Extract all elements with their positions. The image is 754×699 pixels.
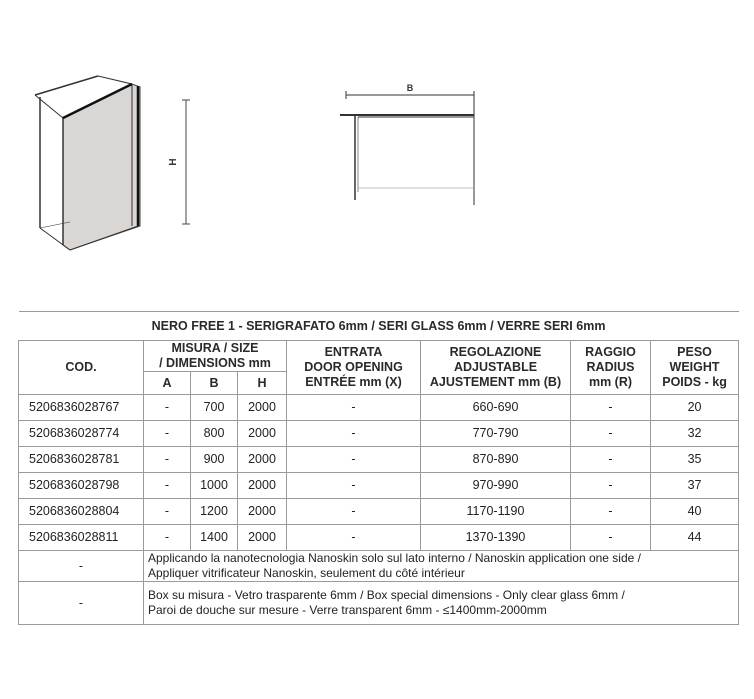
note-text — [144, 551, 739, 582]
note-row — [19, 582, 739, 625]
header-misura-line2: / DIMENSIONS mm — [159, 356, 271, 370]
cell-a: - — [144, 421, 191, 447]
cell-b: 1400 — [191, 525, 238, 551]
table-title: NERO FREE 1 - SERIGRAFATO 6mm / SERI GLASS 6mm / VERRE SERI 6mm — [19, 312, 739, 341]
table-row — [19, 395, 739, 421]
header-sub-b: B — [191, 372, 238, 395]
spec-table — [18, 311, 739, 625]
header-entrata-line2: DOOR OPENING — [304, 360, 403, 374]
header-raggio — [571, 341, 651, 395]
cell-h: 2000 — [238, 473, 287, 499]
cell-raggio: - — [571, 499, 651, 525]
cell-regolazione: 1170-1190 — [421, 499, 571, 525]
cell-raggio: - — [571, 421, 651, 447]
panel-3d-drawing — [35, 76, 140, 250]
product-drawing — [0, 0, 754, 300]
header-sub-h: H — [238, 372, 287, 395]
table-row — [19, 473, 739, 499]
cell-regolazione: 1370-1390 — [421, 525, 571, 551]
header-entrata-line3: ENTRÉE mm (X) — [305, 375, 402, 389]
cell-regolazione: 660-690 — [421, 395, 571, 421]
cell-b: 700 — [191, 395, 238, 421]
header-raggio-line1: RAGGIO — [585, 345, 636, 359]
header-peso-line1: PESO — [677, 345, 712, 359]
cell-raggio: - — [571, 473, 651, 499]
cell-entrata: - — [287, 395, 421, 421]
note-line1: Applicando la nanotecnologia Nanoskin solo sul lato interno / Nanoskin application one side / — [148, 551, 641, 565]
cell-a: - — [144, 525, 191, 551]
table-row — [19, 421, 739, 447]
cell-h: 2000 — [238, 395, 287, 421]
cell-peso: 20 — [651, 395, 739, 421]
header-entrata-line1: ENTRATA — [324, 345, 383, 359]
cell-entrata: - — [287, 421, 421, 447]
cell-peso: 40 — [651, 499, 739, 525]
header-regolazione-line3: AJUSTEMENT mm (B) — [429, 375, 562, 389]
note-dash: - — [19, 582, 144, 625]
cell-peso: 35 — [651, 447, 739, 473]
cell-entrata: - — [287, 447, 421, 473]
note-line1: Box su misura - Vetro trasparente 6mm / Box special dimensions - Only clear glass 6mm / — [148, 588, 625, 602]
header-peso — [651, 341, 739, 395]
cell-raggio: - — [571, 447, 651, 473]
height-label: H — [168, 158, 179, 166]
cell-code: 5206836028804 — [19, 499, 144, 525]
cell-b: 1000 — [191, 473, 238, 499]
header-raggio-line2: RADIUS — [586, 360, 635, 374]
note-line2: Appliquer vitrificateur Nanoskin, seulement du côté intérieur — [148, 566, 465, 580]
cell-regolazione: 970-990 — [421, 473, 571, 499]
header-regolazione-line2: ADJUSTABLE — [453, 360, 538, 374]
cell-code: 5206836028774 — [19, 421, 144, 447]
cell-a: - — [144, 473, 191, 499]
cell-b: 900 — [191, 447, 238, 473]
note-dash: - — [19, 551, 144, 582]
header-peso-line2: WEIGHT — [669, 360, 720, 374]
header-raggio-line3: mm (R) — [588, 375, 633, 389]
cell-h: 2000 — [238, 421, 287, 447]
cell-a: - — [144, 499, 191, 525]
header-misura — [144, 341, 287, 372]
header-peso-line3: POIDS - kg — [662, 375, 727, 389]
cell-entrata: - — [287, 499, 421, 525]
cell-a: - — [144, 447, 191, 473]
cell-peso: 32 — [651, 421, 739, 447]
header-regolazione-line1: REGOLAZIONE — [449, 345, 542, 359]
cell-a: - — [144, 395, 191, 421]
table-row — [19, 447, 739, 473]
cell-entrata: - — [287, 525, 421, 551]
note-text — [144, 582, 739, 625]
cell-b: 1200 — [191, 499, 238, 525]
cell-code: 5206836028767 — [19, 395, 144, 421]
table-row — [19, 499, 739, 525]
cell-raggio: - — [571, 395, 651, 421]
header-misura-line1: MISURA / SIZE — [171, 341, 259, 355]
cell-peso: 37 — [651, 473, 739, 499]
cell-raggio: - — [571, 525, 651, 551]
header-cod: COD. — [19, 341, 144, 395]
cell-code: 5206836028781 — [19, 447, 144, 473]
table-row — [19, 525, 739, 551]
cell-peso: 44 — [651, 525, 739, 551]
cell-h: 2000 — [238, 499, 287, 525]
cell-code: 5206836028811 — [19, 525, 144, 551]
cell-regolazione: 770-790 — [421, 421, 571, 447]
width-label: B — [406, 83, 414, 93]
cell-h: 2000 — [238, 525, 287, 551]
height-dimension — [182, 100, 190, 224]
header-regolazione — [421, 341, 571, 395]
header-sub-a: A — [144, 372, 191, 395]
note-row — [19, 551, 739, 582]
cell-regolazione: 870-890 — [421, 447, 571, 473]
cell-b: 800 — [191, 421, 238, 447]
cell-entrata: - — [287, 473, 421, 499]
cell-h: 2000 — [238, 447, 287, 473]
top-view-drawing — [340, 91, 474, 205]
cell-code: 5206836028798 — [19, 473, 144, 499]
note-line2: Paroi de douche sur mesure - Verre transparent 6mm - ≤1400mm-2000mm — [148, 603, 547, 617]
header-entrata — [287, 341, 421, 395]
